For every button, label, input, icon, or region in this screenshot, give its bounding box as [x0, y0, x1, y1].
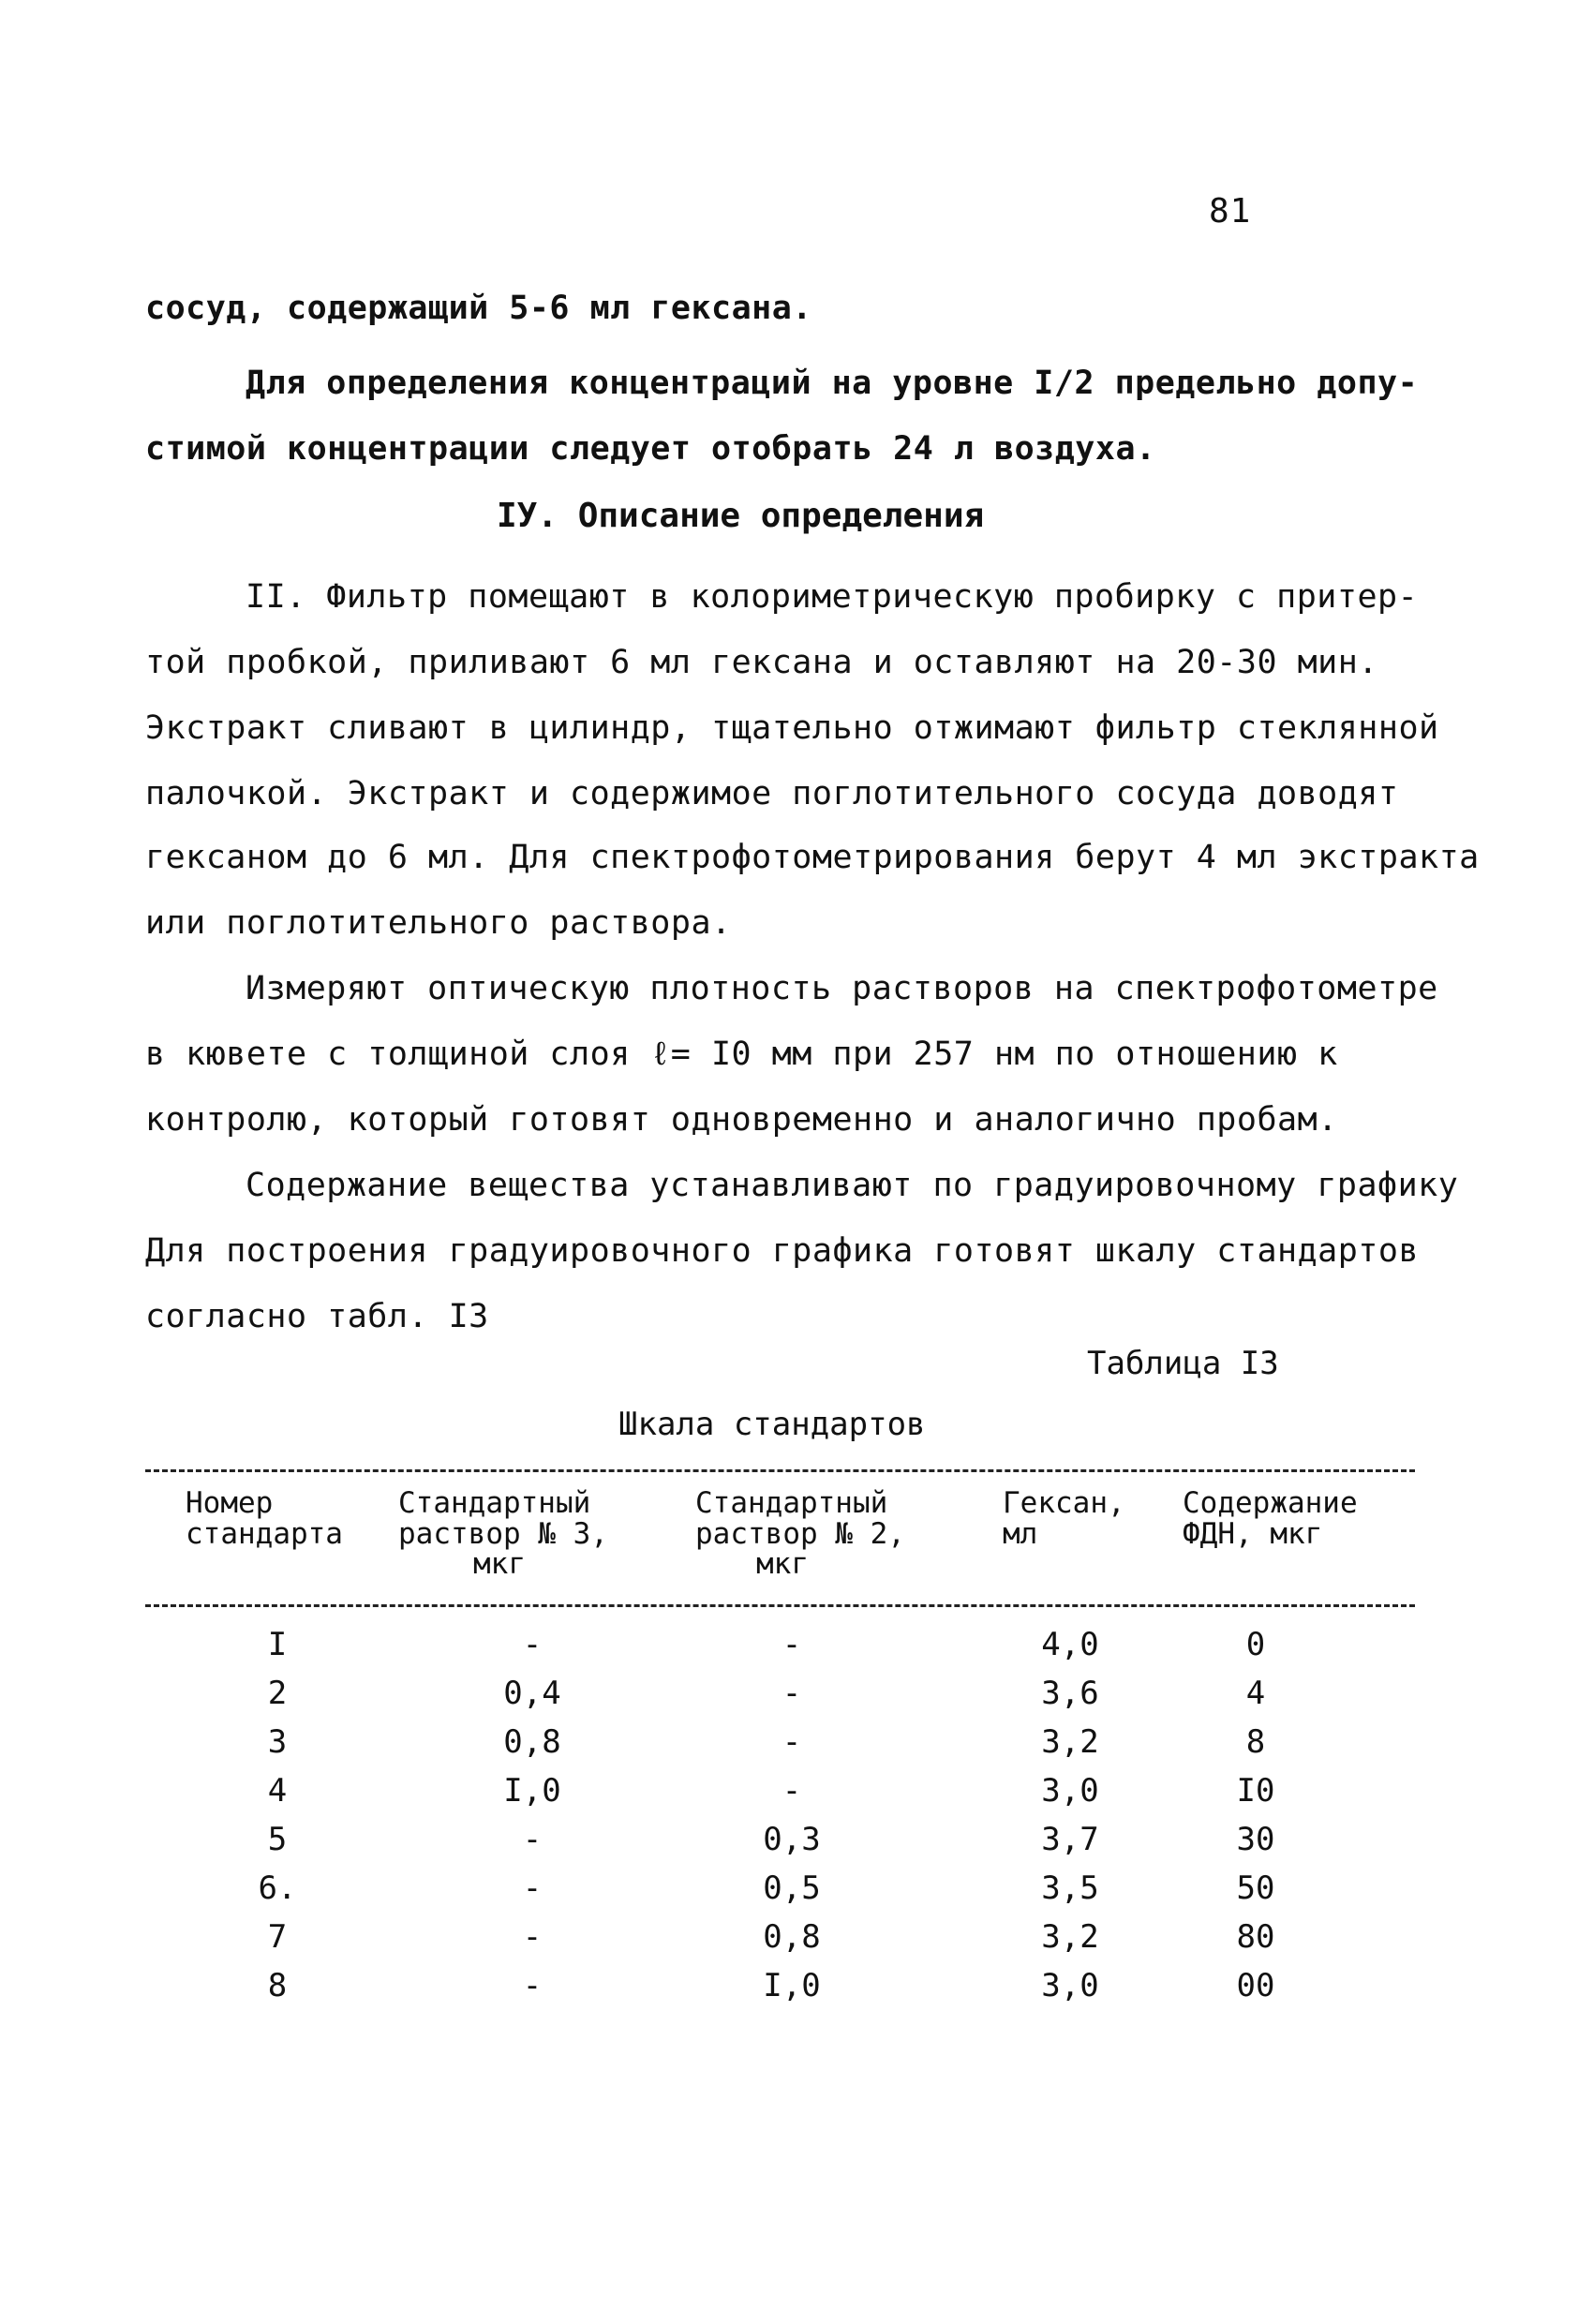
text-line: Измеряют оптическую плотность растворов на спектрофотометре: [246, 970, 1438, 1007]
cell-content: 30: [1236, 1821, 1275, 1858]
cell-hexane: 3,0: [1041, 1967, 1099, 2004]
table-title: Шкала стандартов: [618, 1406, 926, 1443]
cell-standard-number: 8: [267, 1967, 288, 2004]
cell-solution-3: -: [522, 1918, 543, 1956]
cell-solution-3: -: [522, 1626, 543, 1663]
cell-solution-2: -: [782, 1626, 802, 1663]
cell-solution-2: -: [782, 1772, 802, 1810]
table-header-rule: [145, 1604, 1415, 1607]
cell-solution-3: 0,4: [503, 1675, 561, 1712]
col-header-solution-2: Стандартный раствор № 2, мкг: [695, 1486, 905, 1582]
text-line: той пробкой, приливают 6 мл гексана и оставляют на 20-30 мин.: [145, 644, 1378, 681]
col-header-standard-number: Номер стандарта: [186, 1486, 343, 1551]
col-header-content: Содержание ФДН, мкг: [1183, 1486, 1358, 1551]
page-number: 81: [1209, 192, 1252, 231]
cell-solution-2: I,0: [763, 1967, 821, 2004]
cell-standard-number: 2: [267, 1675, 288, 1712]
cell-standard-number: 6.: [258, 1870, 297, 1907]
text-line: Для определения концентраций на уровне I/2 предельно допу-: [246, 365, 1419, 402]
col-header-hexane: Гексан, мл: [1003, 1486, 1125, 1551]
table-top-rule: [145, 1469, 1415, 1472]
text-line: Для построения градуировочного графика готовят шкалу стандартов: [145, 1232, 1420, 1270]
cell-solution-2: -: [782, 1675, 802, 1712]
text-line: Экстракт сливают в цилиндр, тщательно отжимают фильтр стеклянной: [145, 709, 1439, 747]
cell-solution-2: -: [782, 1723, 802, 1761]
cell-solution-3: -: [522, 1821, 543, 1858]
text-line: в кювете с толщиной слоя ℓ= I0 мм при 257 нм по отношению к: [145, 1035, 1338, 1073]
text-line: гексаном до 6 мл. Для спектрофотометрирования берут 4 мл экстракта: [145, 839, 1480, 876]
cell-hexane: 3,0: [1041, 1772, 1099, 1810]
cell-content: 00: [1236, 1967, 1275, 2004]
text-line: стимой концентрации следует отобрать 24 л воздуха.: [145, 430, 1156, 468]
table-label: Таблица I3: [1087, 1345, 1279, 1382]
cell-hexane: 3,6: [1041, 1675, 1099, 1712]
cell-content: 80: [1236, 1918, 1275, 1956]
text-line: Содержание вещества устанавливают по градуировочному графику: [246, 1167, 1459, 1204]
text-line: II. Фильтр помещают в колориметрическую пробирку с притер-: [246, 578, 1419, 616]
text-line: сосуд, содержащий 5-6 мл гексана.: [145, 290, 812, 327]
cell-hexane: 4,0: [1041, 1626, 1099, 1663]
cell-standard-number: I: [267, 1626, 288, 1663]
cell-solution-3: I,0: [503, 1772, 561, 1810]
cell-solution-2: 0,8: [763, 1918, 821, 1956]
cell-solution-2: 0,5: [763, 1870, 821, 1907]
text-line: контролю, который готовят одновременно и аналогично пробам.: [145, 1101, 1338, 1139]
cell-solution-3: -: [522, 1870, 543, 1907]
text-line: согласно табл. I3: [145, 1298, 489, 1335]
text-line: или поглотительного раствора.: [145, 904, 732, 942]
cell-standard-number: 4: [267, 1772, 288, 1810]
cell-standard-number: 3: [267, 1723, 288, 1761]
cell-solution-2: 0,3: [763, 1821, 821, 1858]
cell-standard-number: 7: [267, 1918, 288, 1956]
cell-standard-number: 5: [267, 1821, 288, 1858]
cell-hexane: 3,2: [1041, 1918, 1099, 1956]
cell-content: 4: [1245, 1675, 1266, 1712]
col-header-solution-3: Стандартный раствор № 3, мкг: [398, 1486, 608, 1582]
cell-content: 8: [1245, 1723, 1266, 1761]
cell-content: 0: [1245, 1626, 1266, 1663]
cell-content: I0: [1236, 1772, 1275, 1810]
section-heading: IУ. Описание определения: [497, 497, 985, 535]
text-line: палочкой. Экстракт и содержимое поглотительного сосуда доводят: [145, 775, 1399, 812]
cell-hexane: 3,7: [1041, 1821, 1099, 1858]
cell-content: 50: [1236, 1870, 1275, 1907]
cell-solution-3: -: [522, 1967, 543, 2004]
cell-hexane: 3,5: [1041, 1870, 1099, 1907]
cell-solution-3: 0,8: [503, 1723, 561, 1761]
cell-hexane: 3,2: [1041, 1723, 1099, 1761]
